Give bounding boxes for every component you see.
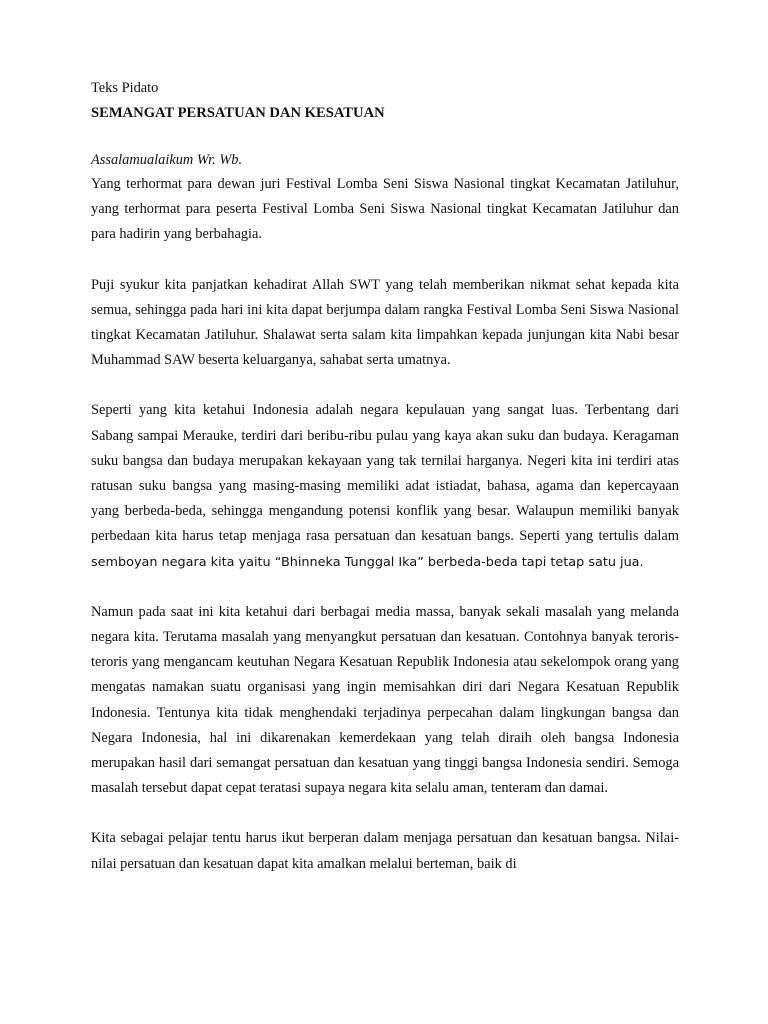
document-label: Teks Pidato: [91, 80, 159, 96]
paragraph-salutation: Yang terhormat para dewan juri Festival Lomba Seni Siswa Nasional tingkat Kecamatan Jatiluhur, yang terhormat para peserta Festival Lomba Seni Siswa Nasional tingkat Kecamatan Jatiluhur dan para hadirin yang berbahagia.: [91, 176, 679, 243]
paragraph-diversity: [91, 398, 679, 574]
document-title: SEMANGAT PERSATUAN DAN KESATUAN: [91, 105, 385, 121]
paragraph-gratitude: Puji syukur kita panjatkan kehadirat Allah SWT yang telah memberikan nikmat sehat kepada kita semua, sehingga pada hari ini kita dapat berjumpa dalam rangka Festival Lomba Seni Siswa Nasional tingkat Kecamatan Jatiluhur. Shalawat serta salam kita limpahkan kepada junjungan kita Nabi besar Muhammad SAW beserta keluarganya, sahabat serta umatnya.: [91, 276, 679, 369]
paragraph-problems: Namun pada saat ini kita ketahui dari berbagai media massa, banyak sekali masalah yang melanda negara kita. Terutama masalah yang menyangkut persatuan dan kesatuan. Contohnya banyak teroris-teroris yang mengancam keutuhan Negara Kesatuan Republik Indonesia atau sekelompok orang yang mengatas namakan suatu organisasi yang ingin memisahkan diri dari Negara Kesatuan Republik Indonesia. Tentunya kita tidak menghendaki terjadinya perpecahan dalam lingkungan bangsa dan Negara Indonesia, hal ini dikarenakan kemerdekaan yang telah diraih oleh bangsa Indonesia merupakan hasil dari semangat persatuan dan kesatuan yang tinggi bangsa Indonesia sendiri. Semoga masalah tersebut dapat cepat teratasi supaya negara kita selalu aman, tenteram dan damai.: [91, 603, 679, 797]
document-page: [91, 76, 679, 877]
paragraph-students: Kita sebagai pelajar tentu harus ikut berperan dalam menjaga persatuan dan kesatuan bangsa. Nilai-nilai persatuan dan kesatuan dapat kita amalkan melalui berteman, baik di: [91, 830, 679, 872]
paragraph-diversity-motto: semboyan negara kita yaitu “Bhinneka Tunggal Ika” berbeda-beda tapi tetap satu jua.: [91, 554, 644, 570]
paragraph-diversity-body: Seperti yang kita ketahui Indonesia adalah negara kepulauan yang sangat luas. Terbentang dari Sabang sampai Merauke, terdiri dari beribu-ribu pulau yang kaya akan suku dan budaya. Keragaman suku bangsa dan budaya merupakan kekayaan yang tak ternilai harganya. Negeri kita ini terdiri atas ratusan suku bangsa yang masing-masing memiliki adat istiadat, bahasa, agama dan kepercayaan yang berbeda-beda, sehingga mengandung potensi konflik yang besar. Walaupun memiliki banyak perbedaan kita harus tetap menjaga rasa persatuan dan kesatuan bangs. Seperti yang tertulis dalam: [91, 402, 679, 545]
greeting: Assalamualaikum Wr. Wb.: [91, 152, 243, 168]
